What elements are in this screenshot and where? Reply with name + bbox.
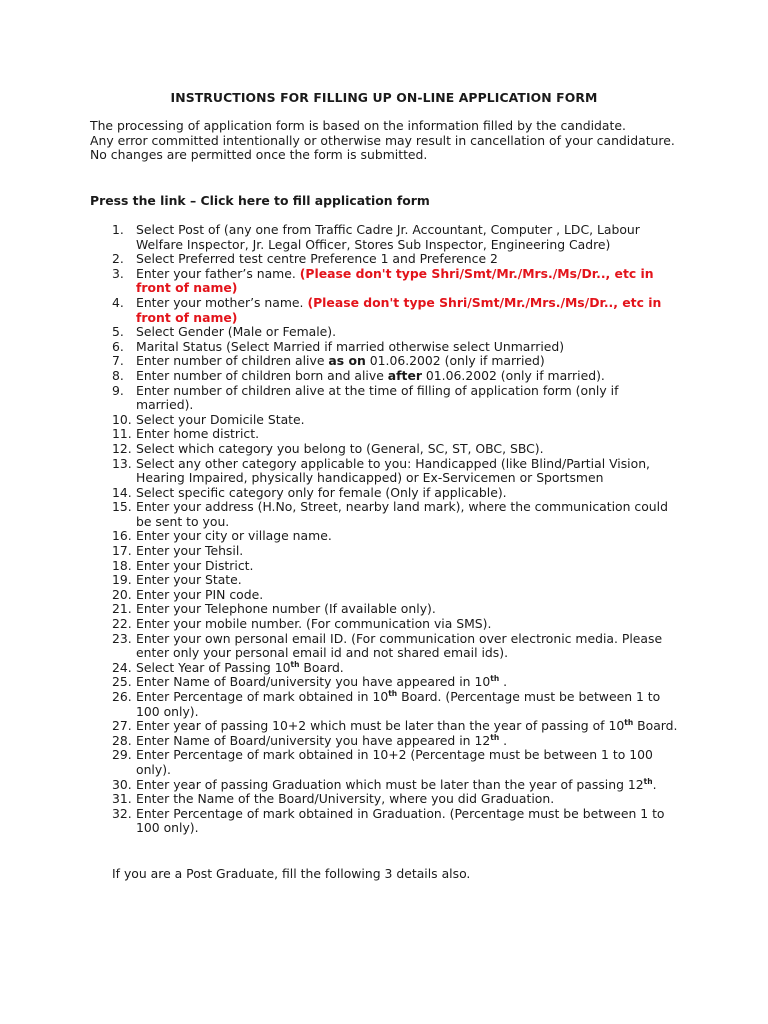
step-text: Select specific category only for female (Only if applicable). <box>136 484 507 500</box>
step-number: 9. <box>112 382 124 398</box>
application-link-line <box>90 194 430 209</box>
fill-application-form-link[interactable]: Click here to fill application form <box>200 193 430 208</box>
step-number: 22. <box>112 616 132 632</box>
step-text-continued: Board. (Percentage must be between 1 to 100 only). <box>136 689 661 719</box>
step-text: Enter number of children born and alive <box>136 367 388 383</box>
step-text-continued: 01.06.2002 (only if married). <box>421 367 605 383</box>
step-text: Enter your mobile number. (For communication via SMS). <box>136 616 492 632</box>
step-text-continued: . <box>652 776 657 792</box>
step-emphasis: after <box>387 367 422 383</box>
step-number: 28. <box>112 732 132 748</box>
instruction-step <box>0 296 678 325</box>
step-number: 13. <box>112 455 132 471</box>
step-warning: (Please don't type Shri/Smt/Mr./Mrs./Ms/Dr.., etc in front of name) <box>136 265 654 296</box>
step-emphasis: as on <box>328 353 366 369</box>
step-text-continued: . <box>499 732 508 748</box>
step-text: Enter your mother’s name. <box>136 294 308 310</box>
step-number: 3. <box>112 265 124 281</box>
step-number: 15. <box>112 499 132 515</box>
step-text: Enter home district. <box>136 426 260 442</box>
ordinal-superscript: th <box>643 776 653 786</box>
ordinal-superscript: th <box>388 689 398 698</box>
step-text: Enter your father’s name. <box>136 265 300 281</box>
instruction-step <box>0 690 678 719</box>
step-number: 12. <box>112 440 132 456</box>
step-text: Select Gender (Male or Female). <box>136 324 337 340</box>
step-text: Enter number of children alive at the time of filling of application form (only if married). <box>136 382 619 413</box>
step-text: Enter your Tehsil. <box>136 543 244 559</box>
step-number: 26. <box>112 689 132 704</box>
step-number: 21. <box>112 601 132 617</box>
step-text-continued: . <box>499 674 508 690</box>
step-text: Select which category you belong to (General, SC, ST, OBC, SBC). <box>136 440 544 456</box>
step-number: 25. <box>112 674 132 690</box>
instruction-step <box>0 223 678 252</box>
instruction-step <box>0 486 678 501</box>
step-number: 5. <box>112 324 124 340</box>
instruction-step <box>0 457 678 486</box>
ordinal-superscript: th <box>624 718 634 728</box>
step-number: 31. <box>112 791 132 807</box>
instruction-step <box>0 500 678 529</box>
instruction-step <box>0 252 678 267</box>
step-number: 24. <box>112 659 132 675</box>
step-text: Enter your own personal email ID. (For communication over electronic media. Please enter only your personal email id and not shared email ids). <box>136 630 663 661</box>
step-text-continued: 01.06.2002 (only if married) <box>365 353 545 369</box>
step-warning: (Please don't type Shri/Smt/Mr./Mrs./Ms/Dr.., etc in front of name) <box>136 294 662 325</box>
step-number: 18. <box>112 557 132 573</box>
step-number: 8. <box>112 367 124 383</box>
step-text: Marital Status (Select Married if married otherwise select Unmarried) <box>136 338 565 354</box>
intro-paragraph <box>90 119 710 163</box>
instruction-step <box>0 588 678 603</box>
step-number: 4. <box>112 294 124 310</box>
instruction-step <box>0 675 678 690</box>
intro-line: Any error committed intentionally or otherwise may result in cancellation of your candidature. <box>90 132 675 148</box>
step-number: 17. <box>112 543 132 559</box>
step-text: Enter your PIN code. <box>136 586 264 602</box>
intro-line: No changes are permitted once the form is submitted. <box>90 147 428 163</box>
instruction-step <box>0 354 678 369</box>
step-text: Enter your Telephone number (If available only). <box>136 601 436 617</box>
instruction-step <box>0 559 678 574</box>
step-number: 20. <box>112 586 132 602</box>
step-text: Enter your District. <box>136 557 254 573</box>
instruction-step <box>0 529 678 544</box>
step-number: 19. <box>112 572 132 588</box>
step-text-continued: Board. <box>633 718 678 734</box>
document-title: INSTRUCTIONS FOR FILLING UP ON-LINE APPLICATION FORM <box>170 90 598 105</box>
step-text: Enter Percentage of mark obtained in 10 <box>136 689 389 704</box>
step-number: 11. <box>112 426 132 442</box>
step-text: Select Preferred test centre Preference 1 and Preference 2 <box>136 251 498 267</box>
step-text-continued: Board. <box>299 659 344 675</box>
step-text: Enter year of passing Graduation which must be later than the year of passing 12 <box>136 776 644 792</box>
step-text: Enter Name of Board/university you have appeared in 10 <box>136 674 491 690</box>
step-number: 16. <box>112 528 132 544</box>
ordinal-superscript: th <box>490 732 500 742</box>
ordinal-superscript: th <box>490 674 500 684</box>
ordinal-superscript: th <box>290 659 300 669</box>
instruction-step <box>0 267 678 296</box>
step-number: 1. <box>112 222 124 237</box>
post-graduate-note: If you are a Post Graduate, fill the following 3 details also. <box>112 866 471 881</box>
instruction-step <box>0 384 678 413</box>
step-number: 29. <box>112 747 132 763</box>
step-number: 10. <box>112 411 132 427</box>
step-text: Select any other category applicable to you: Handicapped (like Blind/Partial Vision, Hearing Impaired, physically handicapped) or Ex-Servicemen or Sportsmen <box>136 455 650 486</box>
step-text: Enter number of children alive <box>136 353 329 369</box>
instruction-step <box>0 748 678 777</box>
step-text: Enter Percentage of mark obtained in Graduation. (Percentage must be between 1 to 100 only). <box>136 805 665 836</box>
step-number: 27. <box>112 718 132 734</box>
step-text: Select Post of (any one from Traffic Cadre Jr. Accountant, Computer , LDC, Labour Welfare Inspector, Jr. Legal Officer, Stores Sub Inspector, Engineering Cadre) <box>136 222 640 252</box>
step-text: Enter year of passing 10+2 which must be later than the year of passing of 10 <box>136 718 625 734</box>
step-number: 6. <box>112 338 124 354</box>
step-number: 7. <box>112 353 124 369</box>
step-text: Enter your address (H.No, Street, nearby land mark), where the communication could be sent to you. <box>136 499 668 529</box>
instruction-step <box>0 778 678 793</box>
instruction-step <box>0 807 678 836</box>
intro-line: The processing of application form is based on the information filled by the candidate. <box>90 118 626 133</box>
instruction-step <box>0 734 678 749</box>
instruction-step <box>0 442 678 457</box>
instruction-step <box>0 325 678 340</box>
instruction-step <box>0 661 678 676</box>
instruction-step <box>0 602 678 617</box>
instruction-step <box>0 632 678 661</box>
instruction-step <box>0 719 678 734</box>
instruction-step <box>0 792 678 807</box>
instruction-step <box>0 544 678 559</box>
step-text: Enter Name of Board/university you have appeared in 12 <box>136 732 491 748</box>
step-number: 2. <box>112 251 124 267</box>
link-prefix: Press the link – <box>90 193 201 208</box>
step-number: 23. <box>112 630 132 646</box>
instruction-step <box>0 617 678 632</box>
instruction-step <box>0 573 678 588</box>
instruction-step <box>0 413 678 428</box>
step-text: Select your Domicile State. <box>136 411 305 427</box>
step-text: Select Year of Passing 10 <box>136 659 291 675</box>
step-number: 14. <box>112 484 132 500</box>
instruction-steps-list <box>0 223 678 836</box>
step-number: 30. <box>112 776 132 792</box>
step-text: Enter Percentage of mark obtained in 10+2 (Percentage must be between 1 to 100 only). <box>136 747 653 777</box>
step-text: Enter your State. <box>136 572 242 588</box>
step-text: Enter the Name of the Board/University, where you did Graduation. <box>136 791 555 807</box>
instruction-step <box>0 340 678 355</box>
step-number: 32. <box>112 805 132 821</box>
step-text: Enter your city or village name. <box>136 528 332 544</box>
instruction-step <box>0 427 678 442</box>
instruction-step <box>0 369 678 384</box>
